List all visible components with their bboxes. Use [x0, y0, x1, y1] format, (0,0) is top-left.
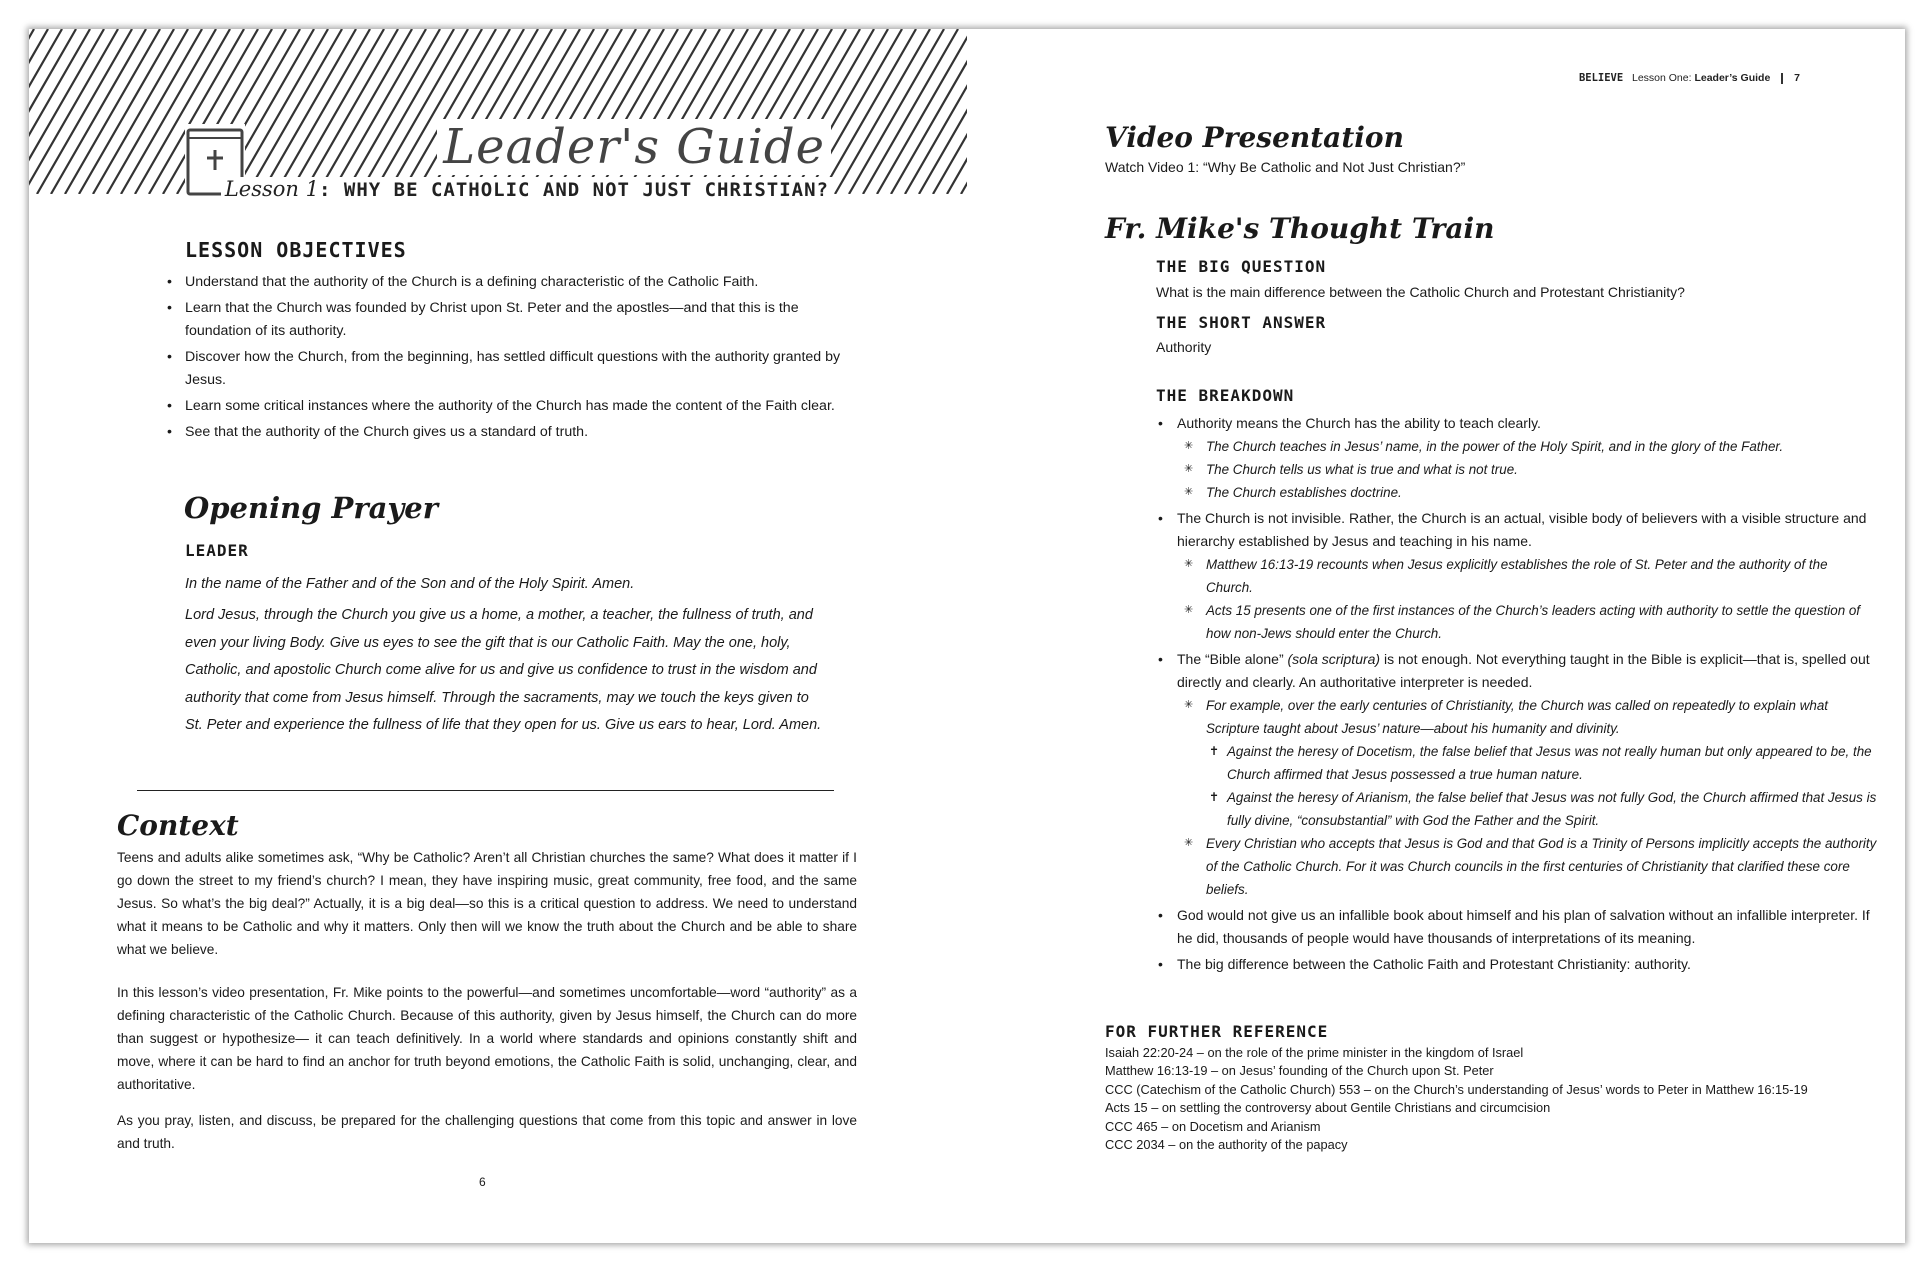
leader-label: LEADER — [185, 541, 249, 560]
page-number: 6 — [479, 1175, 486, 1189]
prayer-opening-line: In the name of the Father and of the Son and of the Holy Spirit. Amen. — [185, 576, 635, 592]
header-lesson: Lesson One: — [1631, 72, 1695, 84]
big-question-heading: THE BIG QUESTION — [1156, 257, 1327, 276]
breakdown-list — [1177, 412, 1877, 979]
breakdown-subitem: ✳ Matthew 16:13-19 recounts when Jesus explicitly establishes the role of St. Peter and the authority of the Church. — [1206, 553, 1877, 599]
hatch-line — [37, 29, 132, 194]
header-separator — [1781, 73, 1783, 84]
reference-item: Acts 15 – on settling the controversy about Gentile Christians and circumcision — [1105, 1100, 1551, 1116]
reference-item: CCC 2034 – on the authority of the papacy — [1105, 1137, 1348, 1153]
hatch-line — [275, 29, 370, 194]
objective-item: • Learn that the Church was founded by Christ upon St. Peter and the apostles—and that this is the foundation of its authority. — [185, 297, 865, 343]
leaders-guide-title: Leader's Guide — [437, 119, 831, 175]
hatch-line — [93, 29, 188, 194]
breakdown-subitem — [1206, 694, 1877, 832]
right-page — [967, 29, 1905, 1243]
header-book-title: BELIEVE — [1578, 72, 1624, 84]
breakdown-item-text: is not enough. Not everything taught in the Bible is explicit—that is, spelled out directly and clearly. An authoritative interpreter is needed. — [1177, 651, 1870, 690]
breakdown-subsubitem: ✝ Against the heresy of Docetism, the false belief that Jesus was not really human but only appeared to be, the Church affirmed that Jesus possessed a true human nature. — [1227, 740, 1877, 786]
prayer-body: Lord Jesus, through the Church you give us a home, a mother, a teacher, the fullness of truth, and even your living Body. Give us eyes to see the gift that is our Catholic Faith. May the one, holy, Catholic, and apostolic Church come alive for us and give us confidence to trust in the wisdom and authority that come from Jesus himself. Through the sacraments, may we touch the keys given to St. Peter and experience the fullness of life that they open for us. Give us ears to hear, Lord. Amen. — [185, 607, 822, 734]
reference-list — [1105, 1044, 1865, 1154]
reference-item: Isaiah 22:20-24 – on the role of the prime minister in the kingdom of Israel — [1105, 1045, 1524, 1060]
lesson-subtitle — [221, 177, 833, 201]
objectives-list — [185, 271, 865, 447]
short-answer-text: Authority — [1156, 339, 1212, 355]
objective-item: • Discover how the Church, from the beginning, has settled difficult questions with the authority granted by Jesus. — [185, 346, 865, 392]
breakdown-item — [1177, 648, 1877, 901]
context-paragraph: As you pray, listen, and discuss, be prepared for the challenging questions that come from this topic and answer in love and truth. — [117, 1113, 857, 1151]
breakdown-item — [1177, 412, 1877, 504]
breakdown-subitem: ✳ The Church tells us what is true and what is not true. — [1206, 458, 1877, 481]
breakdown-subitem-text: For example, over the early centuries of Christianity, the Church was called on repeatedly to explain what Scripture taught about Jesus’ nature—about his humanity and divinity. — [1206, 698, 1828, 736]
hatch-line — [51, 29, 146, 194]
running-header — [1579, 72, 1800, 84]
short-answer-heading: THE SHORT ANSWER — [1156, 313, 1327, 332]
objective-item: • See that the authority of the Church gives us a standard of truth. — [185, 421, 865, 444]
hatch-line — [821, 29, 916, 194]
objective-item: • Understand that the authority of the Church is a defining characteristic of the Catholic Faith. — [185, 271, 865, 294]
context-title: Context — [117, 809, 239, 842]
hatch-line — [65, 29, 160, 194]
hatch-line — [289, 29, 384, 194]
hatch-line — [835, 29, 930, 194]
hatch-line — [331, 29, 426, 194]
page-number: 7 — [1794, 72, 1800, 84]
hatch-line — [79, 29, 174, 194]
left-page — [29, 29, 967, 1243]
video-presentation-title: Video Presentation — [1105, 121, 1404, 154]
big-question-text: What is the main difference between the Catholic Church and Protestant Christianity? — [1156, 284, 1685, 300]
hatch-line — [233, 29, 328, 194]
book-spread — [29, 29, 1905, 1243]
breakdown-subsubitem: ✝ Against the heresy of Arianism, the false belief that Jesus was not fully God, the Church affirmed that Jesus is fully divine, “consubstantial” with God the Father and the Spirit. — [1227, 786, 1877, 832]
breakdown-item — [1177, 507, 1877, 645]
lesson-label: Lesson 1 — [224, 177, 319, 201]
breakdown-item-text: The “Bible alone” — [1177, 651, 1288, 667]
hatch-line — [261, 29, 356, 194]
objective-item: • Learn some critical instances where the authority of the Church has made the content of the Faith clear. — [185, 395, 865, 418]
reference-item: Matthew 16:13-19 – on Jesus’ founding of the Church upon St. Peter — [1105, 1063, 1494, 1079]
hatch-line — [345, 29, 440, 194]
hatch-line — [863, 29, 958, 194]
lesson-title: : WHY BE CATHOLIC AND NOT JUST CHRISTIAN? — [319, 179, 829, 201]
breakdown-item-text: The Church is not invisible. Rather, the Church is an actual, visible body of believers with a visible structure and hierarchy established by Jesus and teaching in his name. — [1177, 510, 1867, 549]
breakdown-heading: THE BREAKDOWN — [1156, 386, 1295, 405]
breakdown-sublist — [1177, 553, 1877, 645]
breakdown-subsublist — [1206, 740, 1877, 832]
breakdown-item-text: Authority means the Church has the ability to teach clearly. — [1177, 415, 1541, 431]
breakdown-item: • God would not give us an infallible book about himself and his plan of salvation without an infallible interpreter. If he did, thousands of people would have thousands of interpretations of its meaning. — [1177, 904, 1877, 950]
reference-item: CCC 465 – on Docetism and Arianism — [1105, 1118, 1321, 1134]
breakdown-subitem: ✳ The Church teaches in Jesus’ name, in the power of the Holy Spirit, and in the glory of the Father. — [1206, 435, 1877, 458]
context-paragraph: In this lesson’s video presentation, Fr. Mike points to the powerful—and sometimes uncomfortable—word “authority” as a defining characteristic of the Catholic Church. Because of this authority, given by Jesus himself, the Church can do more than suggest or hypothesize— it can teach definitively. In a world where standards and opinions constantly shift and move, where it can be hard to find an anchor for truth beyond emotions, the Catholic Faith is solid, unchanging, clear, and authoritative. — [117, 985, 857, 1092]
opening-prayer-title: Opening Prayer — [184, 491, 439, 525]
breakdown-subitem: ✳ Acts 15 presents one of the first instances of the Church’s leaders acting with authority to settle the question of how non-Jews should enter the Church. — [1206, 599, 1877, 645]
hatch-line — [849, 29, 944, 194]
context-paragraph: Teens and adults alike sometimes ask, “Why be Catholic? Aren’t all Christian churches the same? What does it matter if I go down the street to my friend’s church? I mean, they have inspiring music, great community, free food, and the same Jesus. So what’s the big deal?” Actually, it is a big deal—so this is a critical question to address. We need to understand what it means to be Catholic and why it matters. Only then will we know the truth about the Church and be able to share what we believe. — [117, 850, 857, 957]
header-guide: Leader’s Guide — [1694, 72, 1771, 84]
breakdown-sublist — [1177, 435, 1877, 504]
objectives-heading: LESSON OBJECTIVES — [185, 238, 407, 262]
breakdown-item: • The big difference between the Catholic Faith and Protestant Christianity: authority. — [1177, 953, 1877, 976]
thought-train-title: Fr. Mike's Thought Train — [1105, 212, 1495, 245]
section-divider — [137, 790, 834, 791]
video-instruction: Watch Video 1: “Why Be Catholic and Not Just Christian?” — [1105, 159, 1466, 175]
further-reference-heading: FOR FURTHER REFERENCE — [1105, 1022, 1329, 1041]
reference-item: CCC (Catechism of the Catholic Church) 553 – on the Church’s understanding of Jesus’ words to Peter in Matthew 16:15-19 — [1105, 1081, 1808, 1097]
breakdown-subitem: ✳ Every Christian who accepts that Jesus is God and that God is a Trinity of Persons implicitly accepts the authority of the Catholic Church. For it was Church councils in the first centuries of Christianity that clarified these core beliefs. — [1206, 832, 1877, 901]
hatch-line — [303, 29, 398, 194]
breakdown-sublist — [1177, 694, 1877, 901]
hatch-line — [317, 29, 412, 194]
sola-scriptura-term: (sola scriptura) — [1287, 651, 1381, 667]
breakdown-subitem: ✳ The Church establishes doctrine. — [1206, 481, 1877, 504]
hatch-line — [247, 29, 342, 194]
